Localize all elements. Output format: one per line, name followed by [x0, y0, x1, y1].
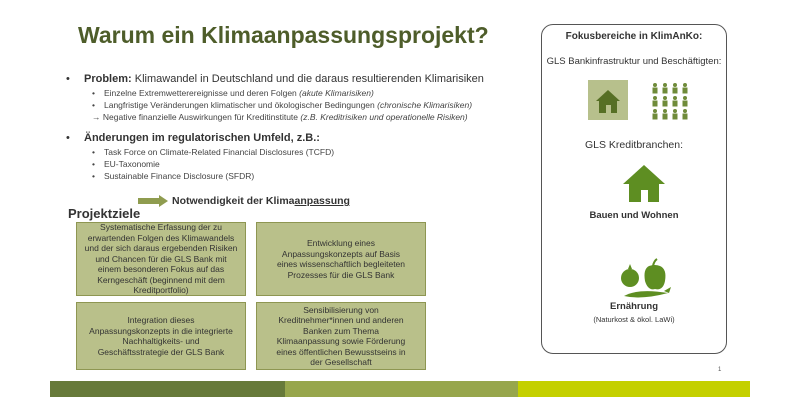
people-icon	[650, 80, 690, 120]
fokus-bauen-label: Bauen und Wohnen	[589, 210, 679, 221]
person-icon	[673, 101, 678, 107]
consequence-line: → Negative finanzielle Auswirkungen für Kreditinstitute (z.B. Kreditrisiken und operationelle Risiken)	[92, 112, 468, 122]
house-icon	[621, 162, 667, 209]
regulation-sub-item: • EU-Taxonomie	[92, 159, 160, 169]
block-arrow-icon	[138, 195, 168, 207]
person-icon	[683, 114, 688, 120]
regulation-sub-item: • Task Force on Climate-Related Financial Disclosures (TCFD)	[92, 147, 335, 157]
person-icon	[653, 83, 657, 87]
problem-bullet: • Problem: Klimawandel in Deutschland und die daraus resultierenden Klimarisiken	[66, 73, 484, 85]
need-statement: Notwendigkeit der Klimaanpassung	[138, 195, 350, 207]
right-arrow-icon: →	[92, 112, 101, 122]
fokus-ernaehrung-label: Ernährung	[609, 301, 659, 312]
vegetables-icon	[616, 254, 676, 307]
person-icon	[653, 88, 658, 94]
problem-sub-item: • Einzelne Extremwetterereignisse und deren Folgen (akute Klimarisiken)	[92, 88, 374, 98]
person-icon	[663, 96, 667, 100]
building-icon-tile	[588, 80, 628, 120]
person-icon	[673, 83, 677, 87]
problem-text: Klimawandel in Deutschland und die daraus resultierenden Klimarisiken	[134, 73, 484, 85]
person-icon	[653, 114, 658, 120]
fokus-infra-label: GLS Bankinfrastruktur und Beschäftigten:	[546, 56, 722, 67]
goal-box-2: Entwicklung eines Anpassungskonzepts auf Basis eines wissenschaftlich begleiteten Prozesses für die GLS Bank	[256, 222, 426, 296]
person-icon	[683, 88, 688, 94]
goal-box-1: Systematische Erfassung der zu erwartenden Folgen des Klimawandels und der sich daraus ergebenden Risiken und Chancen für die GLS Bank mit einem besonderen Fokus auf das Kerngeschäft (beginnend mit dem Kreditportfolio)	[76, 222, 246, 296]
regulation-label: Änderungen im regulatorischen Umfeld, z.B.:	[84, 132, 320, 144]
person-icon	[673, 109, 677, 113]
person-icon	[653, 109, 657, 113]
person-icon	[683, 101, 688, 107]
page-title: Warum ein Klimaanpassungsprojekt?	[78, 22, 489, 48]
footer-bar-segment	[50, 381, 285, 397]
person-icon	[673, 88, 678, 94]
fokus-ernaehrung-sub: (Naturkost & ökol. LaWi)	[593, 315, 675, 324]
person-icon	[663, 101, 668, 107]
footer-bar-segment	[518, 381, 750, 397]
projektziele-heading: Projektziele	[68, 206, 141, 221]
regulation-sub-item: • Sustainable Finance Disclosure (SFDR)	[92, 171, 255, 181]
fokus-kredit-label: GLS Kreditbranchen:	[584, 139, 684, 151]
person-icon	[663, 83, 667, 87]
bullet-list	[66, 72, 536, 182]
goal-box-4: Sensibilisierung von Kreditnehmer*innen und anderen Banken zum Thema Klimaanpassung sowie Förderung eines öffentlichen Bewusstseins in der Gesellschaft	[256, 302, 426, 370]
person-icon	[663, 114, 668, 120]
person-icon	[653, 101, 658, 107]
person-icon	[673, 114, 678, 120]
house-icon	[588, 80, 628, 120]
problem-sub-item: • Langfristige Veränderungen klimatischer und ökologischer Bedingungen (chronische Klimarisiken)	[92, 100, 473, 110]
person-icon	[683, 109, 687, 113]
person-icon	[683, 96, 687, 100]
fokus-title: Fokusbereiche in KlimAnKo:	[565, 31, 703, 42]
footer-bar-segment	[285, 381, 518, 397]
page-number: 1	[718, 367, 722, 373]
person-icon	[663, 88, 668, 94]
goal-box-3: Integration dieses Anpassungskonzepts in die integrierte Nachhaltigkeits- und Geschäftsstrategie der GLS Bank	[76, 302, 246, 370]
person-icon	[673, 96, 677, 100]
person-icon	[653, 96, 657, 100]
regulation-bullet: • Änderungen im regulatorischen Umfeld, z.B.:	[66, 132, 320, 144]
person-icon	[663, 109, 667, 113]
problem-label: Problem:	[84, 73, 132, 85]
person-icon	[683, 83, 687, 87]
